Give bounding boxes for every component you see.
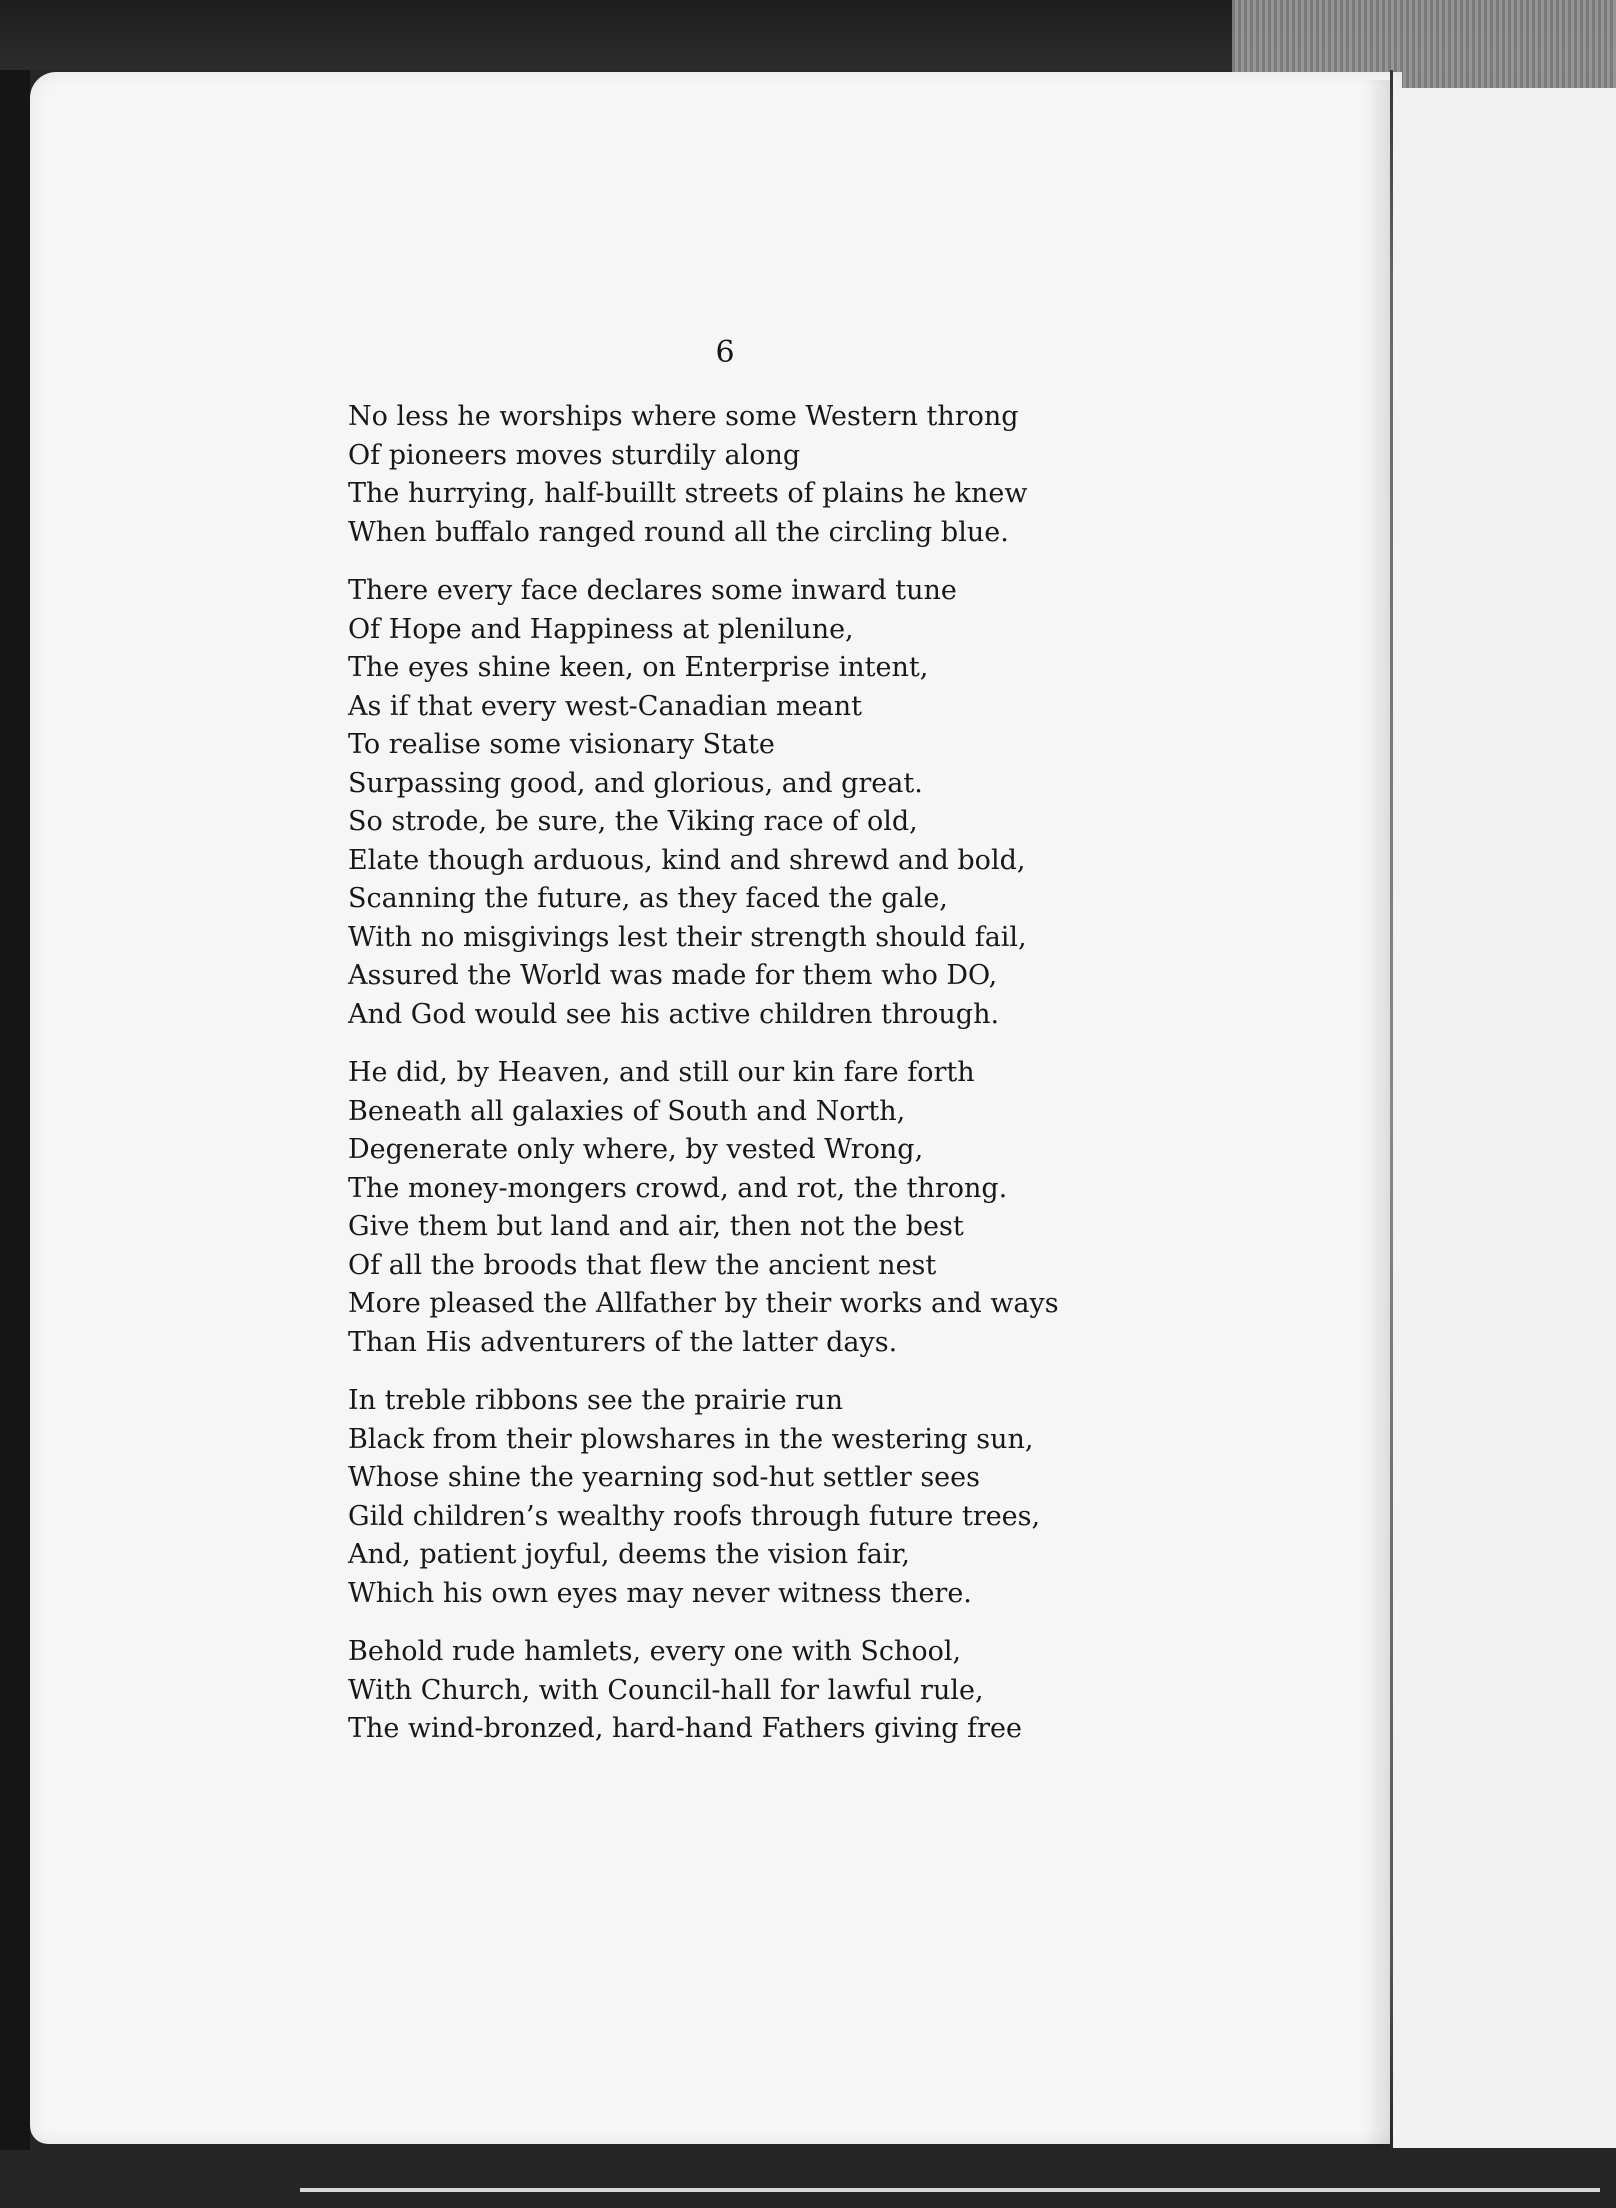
poem-line: When buffalo ranged round all the circling blue. [348, 516, 1009, 548]
poem-line: Than His adventurers of the latter days. [348, 1326, 898, 1358]
poem-line: With Church, with Council-hall for lawful rule, [348, 1674, 984, 1706]
poem-line: Elate though arduous, kind and shrewd and bold, [348, 844, 1026, 876]
page-number: 6 [715, 335, 735, 370]
poem-line: Assured the World was made for them who DO, [348, 960, 998, 991]
poem-line: In treble ribbons see the prairie run [348, 1385, 843, 1416]
poem-line: Gild children’s wealthy roofs through future trees, [348, 1500, 1041, 1532]
poem-line: The hurrying, half-buillt streets of plains he knew [348, 478, 1028, 509]
poem-line: Give them but land and air, then not the best [348, 1211, 964, 1242]
poem-line: As if that every west-Canadian meant [348, 690, 862, 722]
gutter-shadow [1362, 80, 1390, 2150]
poem-line: And God would see his active children through. [348, 998, 1000, 1030]
poem-line: The eyes shine keen, on Enterprise intent, [348, 652, 929, 683]
stanza [348, 1054, 1108, 1362]
poem-line: He did, by Heaven, and still our kin fare forth [348, 1057, 975, 1088]
scan-left-background [0, 70, 30, 2160]
stanza [348, 572, 1108, 1034]
poem-line: The wind-bronzed, hard-hand Fathers giving free [348, 1713, 1023, 1744]
poem-line: With no misgivings lest their strength should fail, [348, 921, 1027, 953]
poem-line: Scanning the future, as they faced the gale, [348, 883, 948, 914]
poem-line: There every face declares some inward tune [348, 575, 957, 606]
poem-line: Black from their plowshares in the westering sun, [348, 1423, 1034, 1455]
bottom-page-edge [300, 2188, 1600, 2192]
poem-line: Behold rude hamlets, every one with School, [348, 1636, 962, 1667]
poem-body [348, 398, 1108, 1769]
poem-line: To realise some visionary State [348, 729, 775, 760]
poem-line: More pleased the Allfather by their works and ways [348, 1288, 1059, 1319]
poem-line: Whose shine the yearning sod-hut settler sees [348, 1462, 980, 1493]
book-gutter [1390, 70, 1393, 2170]
poem-line: Surpassing good, and glorious, and great. [348, 767, 923, 799]
poem-line: Which his own eyes may never witness there. [348, 1577, 972, 1609]
stanza [348, 1382, 1108, 1613]
poem-line: Of Hope and Happiness at plenilune, [348, 613, 854, 645]
poem-line: And, patient joyful, deems the vision fair, [348, 1539, 911, 1570]
poem-line: No less he worships where some Western throng [348, 401, 1019, 432]
scan-bottom-background [0, 2150, 1616, 2208]
poem-line: Of pioneers moves sturdily along [348, 439, 801, 471]
poem-line: Degenerate only where, by vested Wrong, [348, 1134, 924, 1165]
poem-line: So strode, be sure, the Viking race of old, [348, 806, 918, 837]
facing-page-edge [1390, 88, 1616, 2148]
poem-line: Of all the broods that flew the ancient nest [348, 1249, 937, 1281]
poem-line: Beneath all galaxies of South and North, [348, 1095, 906, 1127]
stanza [348, 1633, 1108, 1749]
stanza [348, 398, 1108, 552]
poem-line: The money-mongers crowd, and rot, the throng. [348, 1172, 1008, 1204]
